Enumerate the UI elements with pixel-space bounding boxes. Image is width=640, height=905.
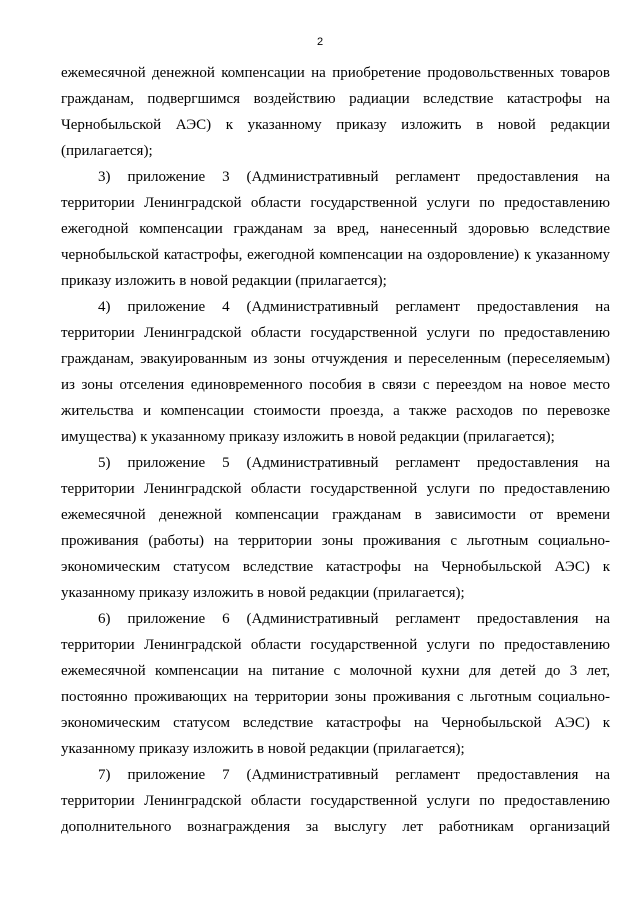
item-6-line: 6) приложение 6 (Административный регламент предоставления на bbox=[98, 611, 610, 627]
text-line: территории Ленинградской области государственной услуги по предоставлению bbox=[61, 481, 610, 497]
text-line: постоянно проживающих на территории зоны проживания с льготным социально- bbox=[61, 689, 610, 705]
text-line: территории Ленинградской области государственной услуги по предоставлению bbox=[61, 637, 610, 653]
text-line: проживания (работы) на территории зоны проживания с льготным социально- bbox=[61, 533, 610, 549]
text-line: гражданам, подвергшимся воздействию радиации вследствие катастрофы на bbox=[61, 91, 610, 107]
text-line: из зоны отселения единовременного пособия в связи с переездом на новое место bbox=[61, 377, 610, 393]
text-line: территории Ленинградской области государственной услуги по предоставлению bbox=[61, 195, 610, 211]
text-line: территории Ленинградской области государственной услуги по предоставлению bbox=[61, 793, 610, 809]
text-line: чернобыльской катастрофы, ежегодной компенсации на оздоровление) к указанному bbox=[61, 247, 610, 263]
text-line: (прилагается); bbox=[61, 143, 153, 159]
text-line: указанному приказу изложить в новой редакции (прилагается); bbox=[61, 585, 465, 601]
page-number: 2 bbox=[316, 36, 324, 48]
item-5-line: 5) приложение 5 (Административный регламент предоставления на bbox=[98, 455, 610, 471]
text-line: ежемесячной компенсации на питание с молочной кухни для детей до 3 лет, bbox=[61, 663, 610, 679]
text-line: территории Ленинградской области государственной услуги по предоставлению bbox=[61, 325, 610, 341]
text-line: приказу изложить в новой редакции (прилагается); bbox=[61, 273, 387, 289]
text-line: жительства и компенсации стоимости проезда, а также расходов по перевозке bbox=[61, 403, 610, 419]
text-line: ежемесячной денежной компенсации на приобретение продовольственных товаров bbox=[61, 65, 610, 81]
text-line: ежемесячной денежной компенсации гражданам в зависимости от времени bbox=[61, 507, 610, 523]
document-body bbox=[61, 60, 610, 840]
text-line: имущества) к указанному приказу изложить в новой редакции (прилагается); bbox=[61, 429, 555, 445]
text-line: гражданам, эвакуированным из зоны отчуждения и переселенным (переселяемым) bbox=[61, 351, 610, 367]
text-line: дополнительного вознаграждения за выслугу лет работникам организаций bbox=[61, 819, 610, 835]
item-3-line: 3) приложение 3 (Административный регламент предоставления на bbox=[98, 169, 610, 185]
item-4-line: 4) приложение 4 (Административный регламент предоставления на bbox=[98, 299, 610, 315]
text-line: Чернобыльской АЭС) к указанному приказу изложить в новой редакции bbox=[61, 117, 610, 133]
text-line: указанному приказу изложить в новой редакции (прилагается); bbox=[61, 741, 465, 757]
text-line: экономическим статусом вследствие катастрофы на Чернобыльской АЭС) к bbox=[61, 559, 610, 575]
item-7-line: 7) приложение 7 (Административный регламент предоставления на bbox=[98, 767, 610, 783]
text-line: экономическим статусом вследствие катастрофы на Чернобыльской АЭС) к bbox=[61, 715, 610, 731]
text-line: ежегодной компенсации гражданам за вред, нанесенный здоровью вследствие bbox=[61, 221, 610, 237]
